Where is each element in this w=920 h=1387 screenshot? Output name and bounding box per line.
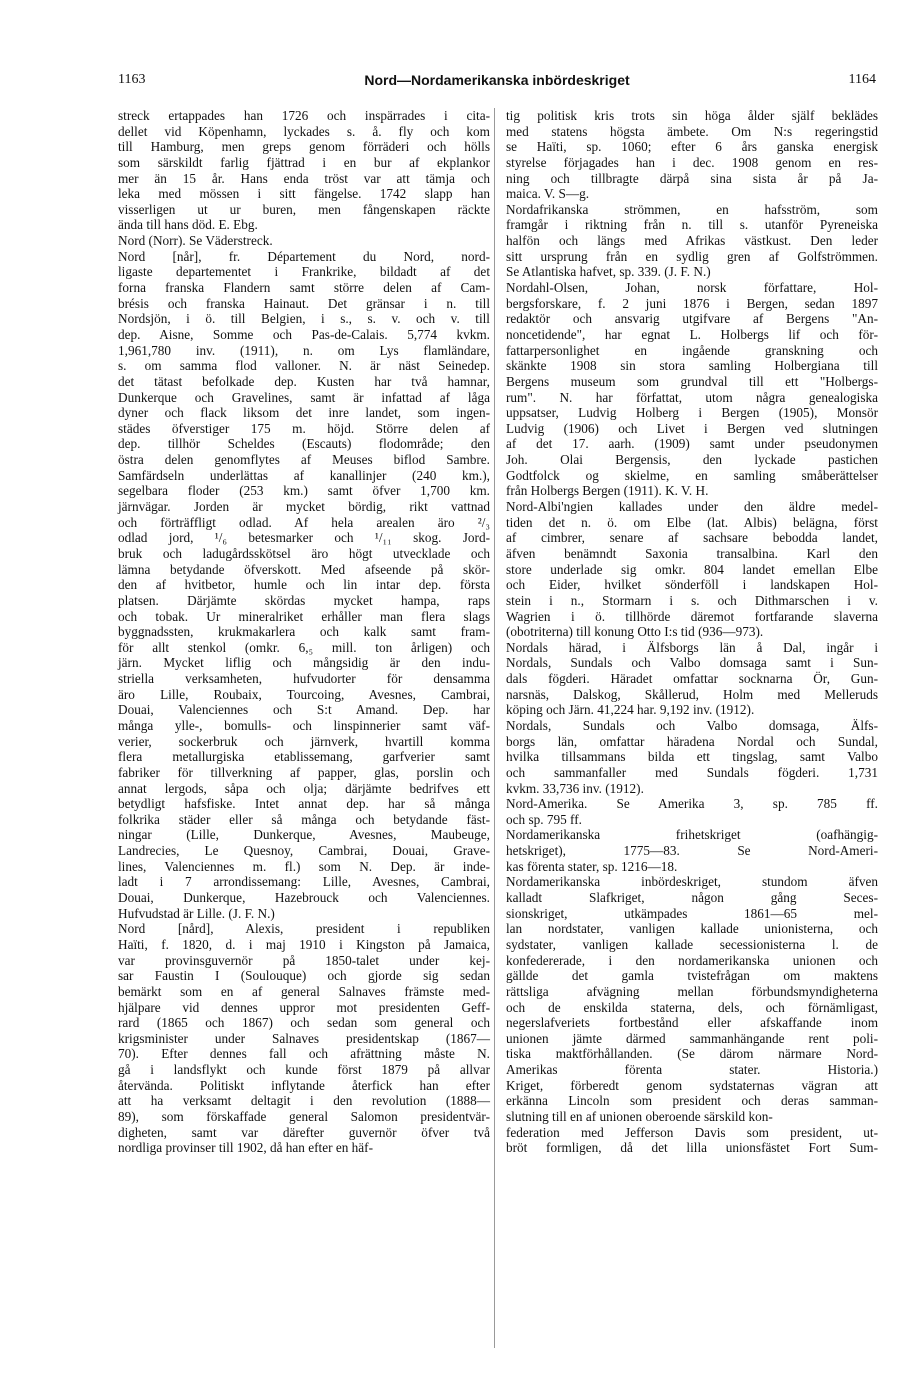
text-line: digheten, samt var därefter guvernör öfver två: [118, 1124, 490, 1140]
text-line: kas förenta stater, sp. 1216—18.: [506, 858, 678, 874]
text-line: Nordals, Sundals och Valbo domsaga samt i Sun-: [506, 655, 878, 671]
text-line: erkänna Lincoln som president och deras samman-: [506, 1093, 878, 1109]
text-line: och förträffligt odlad. Af hela arealen äro ²/₃: [118, 514, 490, 530]
text-line: sionskriget, utkämpades 1861—65 mel-: [506, 905, 878, 921]
text-line: hvilka tillsammans bilda ett tingslag, samt Valbo: [506, 749, 878, 765]
text-line: som särskildt farlig fjättrad i en bur af ekplankor: [118, 154, 490, 170]
text-line: betydligt hafsfiske. Intet annat dep. har så många: [118, 796, 490, 812]
text-line: Samfärdseln underlättas af kanallinjer (240 km.),: [118, 467, 490, 483]
text-line: fabriker för tillverkning af papper, glas, porslin och: [118, 764, 490, 780]
text-line: Nordahl-Olsen, Johan, norsk författare, Hol-: [506, 280, 878, 296]
text-line: många ylle-, bomulls- och linspinnerier samt väf-: [118, 717, 490, 733]
text-line: var provinsguvernör på 1850-talet under kej-: [118, 952, 490, 968]
text-line: till Hamburg, men greps genom förräderi och hölls: [118, 139, 490, 155]
page-header: [118, 72, 876, 94]
text-line: dep. Aisne, Somme och Pas-de-Calais. 5,774 kvkm.: [118, 326, 490, 342]
text-line: negerslafveriets fortbestånd eller afskaffande inom: [506, 1015, 878, 1031]
text-line: ningar (Lille, Dunkerque, Avesnes, Maubeuge,: [118, 827, 490, 843]
page-number-left: 1163: [118, 72, 146, 87]
text-line: kvkm. 33,736 inv. (1912).: [506, 780, 644, 796]
text-line: narsnäs, Dalskog, Skållerud, Holm med Melleruds: [506, 686, 878, 702]
text-line: Nord-Amerika. Se Amerika 3, sp. 785 ff.: [506, 796, 878, 812]
text-line: Douai, Valenciennes och S:t Amand. Dep. har: [118, 702, 490, 718]
text-line: Nord (Norr). Se Väderstreck.: [118, 233, 273, 249]
text-line: ligaste departementet i Frankrike, bildadt af det: [118, 264, 490, 280]
text-line: tig politisk kris trots sin höga ålder själf beklädes: [506, 108, 878, 123]
text-line: Godtfolck og skielme, en samling småberättelser: [506, 467, 878, 483]
text-line: redaktör och ansvarig utgifvare af Bergens "An-: [506, 311, 878, 327]
text-line: östra delen genomflytes af Meuses biflod Sambre.: [118, 452, 490, 468]
text-line: Ludvig (1906) och Livet i Bergen ved slutningen: [506, 420, 878, 436]
text-line: Landrecies, Le Quesnoy, Cambrai, Douai, Grave-: [118, 843, 490, 859]
text-line: Haïti, f. 1820, d. i maj 1910 i Kingston på Jamaica,: [118, 936, 490, 952]
text-line: federation med Jefferson Davis som president, ut-: [506, 1124, 878, 1140]
text-line: med statens högsta ämbete. Om N:s regeringstid: [506, 123, 878, 139]
text-line: (obotriterna) till konung Otto I:s tid (936—973).: [506, 624, 764, 640]
text-line: lämna betydande öfverskott. Med afseende på skör-: [118, 561, 490, 577]
text-line: nordliga provinser till 1902, då han efter en häf-: [118, 1140, 373, 1156]
text-line: unionen jämte därmed sammanhängande rent poli-: [506, 1030, 878, 1046]
text-line: det tätast befolkade dep. Kusten har två hamnar,: [118, 373, 490, 389]
text-line: sydstater, vanligen kallade secessionisterna l. de: [506, 936, 878, 952]
text-line: uppsatser, Ludvig Holberg i Bergen (1905), Monsör: [506, 405, 878, 421]
text-line: Wagrien i ö. tillhörde däremot fortfarande slaverna: [506, 608, 878, 624]
text-line: köping och Järn. 41,224 har. 9,192 inv. (1912).: [506, 702, 755, 718]
text-line: och Eider, hvilket sönderföll i landskapen Hol-: [506, 577, 878, 593]
text-line: hjälpare vid dennes uppror mot presidenten Geff-: [118, 999, 490, 1015]
text-line: noncetidende", har egnat L. Holbergs lif och för-: [506, 326, 878, 342]
text-line: Nord-Albi'ngien kallades under den äldre medel-: [506, 499, 878, 515]
text-line: Nordals, Sundals och Valbo domsaga, Älfs-: [506, 717, 878, 733]
text-line: ladt i 7 arrondissemang: Lille, Avesnes, Cambrai,: [118, 874, 490, 890]
text-line: äfven benämndt Saxonia transalbina. Karl den: [506, 545, 878, 561]
text-line: äro Lille, Roubaix, Tourcoing, Avesnes, Cambrai,: [118, 686, 490, 702]
text-line: och sp. 795 ff.: [506, 811, 582, 827]
text-line: Bergens museum som grundval till ett "Holbergs-: [506, 373, 878, 389]
text-line: gå i landsflykt och kunde först 1879 på allvar: [118, 1062, 490, 1078]
text-line: forna franska Flandern samt större delen af Cam-: [118, 280, 490, 296]
right-column: [506, 108, 878, 1156]
text-line: borgs län, omfattar häradena Nordal och Sundal,: [506, 733, 878, 749]
text-line: krigsminister under Salnaves presidentskap (1867—: [118, 1030, 490, 1046]
text-line: se Haïti, sp. 1060; efter 6 års ganska energisk: [506, 139, 878, 155]
text-line: Nordamerikanska inbördeskriget, stundom äfven: [506, 874, 878, 890]
text-line: striella verksamheten, hufvudorter för densamma: [118, 671, 490, 687]
text-line: halfön och längs med Afrikas västkust. Den leder: [506, 233, 878, 249]
text-line: 70). Efter dennes fall och afrättning måste N.: [118, 1046, 490, 1062]
text-line: flera metallurgiska etablissemang, garfverier samt: [118, 749, 490, 765]
text-line: 1,961,780 inv. (1911), n. om Lys flamländare,: [118, 342, 490, 358]
text-line: järn. Mycket liflig och mångsidig är den indu-: [118, 655, 490, 671]
text-line: odlad jord, ¹/₆ betesmarker och ¹/₁₁ skog. Jord-: [118, 530, 490, 546]
text-line: af det 17. aarh. (1909) samt under pseudonymen: [506, 436, 878, 452]
text-line: Nord [når], fr. Département du Nord, nord-: [118, 248, 490, 264]
text-line: Kriget, förberedt genom sydstaternas vägran att: [506, 1077, 878, 1093]
text-line: stein i n., Stormarn i s. och Dithmarschen i v.: [506, 592, 878, 608]
text-line: rard (1865 och 1867) och sedan som general och: [118, 1015, 490, 1031]
text-line: store underlade sig omkr. 804 landet emellan Elbe: [506, 561, 878, 577]
text-line: att ha verksamt deltagit i den revolution (1888—: [118, 1093, 490, 1109]
text-line: 89), som förskaffade general Salomon presidentvär-: [118, 1109, 490, 1124]
text-line: rum". N. har författat, utom några genealogiska: [506, 389, 878, 405]
text-line: framgår i riktning från n. till s. utanför Pyreneiska: [506, 217, 878, 233]
text-line: streck ertappades han 1726 och inspärrades i cita-: [118, 108, 490, 123]
text-line: annat lergods, såpa och olja; därjämte bedrifves ett: [118, 780, 490, 796]
text-line: järnvägar. Jorden är mycket bördig, rikt vattnad: [118, 499, 490, 515]
text-line: tiska maktförhållanden. (Se därom närmare Nord-: [506, 1046, 878, 1062]
text-line: verier, sockerbruk och järnverk, hvartill komma: [118, 733, 490, 749]
column-divider: [494, 108, 495, 1348]
text-line: Hufvudstad är Lille. (J. F. N.): [118, 905, 275, 921]
text-line: Nordals härad, i Älfsborgs län å Dal, ingår i: [506, 639, 878, 655]
text-line: slutning till en af unionen oberoende särskild kon-: [506, 1109, 773, 1124]
text-line: folkrika städer eller så många och betydande fäst-: [118, 811, 490, 827]
text-line: bruk och ladugårdsskötsel äro högt utvecklade och: [118, 545, 490, 561]
text-line: Nordafrikanska strömmen, en hafsström, som: [506, 201, 878, 217]
text-line: maica. V. S—g.: [506, 186, 590, 202]
text-line: Dunkerque och Gravelines, samt är infattad af låga: [118, 389, 490, 405]
text-line: Nordsjön, i ö. till Belgien, i s., s. v. och v. till: [118, 311, 490, 327]
text-line: Nord [nård], Alexis, president i republiken: [118, 921, 490, 937]
text-line: leka med mössen i sitt fängelse. 1742 slapp han: [118, 186, 490, 202]
text-line: lan nordstater, vanligen kallade unionisterna, och: [506, 921, 878, 937]
text-line: bergsforskare, f. 2 juni 1876 i Bergen, sedan 1897: [506, 295, 878, 311]
text-line: dals fögderi. Häradet omfattar socknarna Ör, Gun-: [506, 671, 878, 687]
text-line: Se Atlantiska hafvet, sp. 339. (J. F. N.): [506, 264, 711, 280]
text-line: för allt stenkol (omkr. 6,₅ mill. ton årligen) och: [118, 639, 490, 655]
text-line: gällde det gamla tvistefrågan om maktens: [506, 968, 878, 984]
text-line: Joh. Olai Bergensis, den lyckade pastichen: [506, 452, 878, 468]
text-line: rättsliga afvägning mellan förbundsmyndigheterna: [506, 983, 878, 999]
text-line: från Holbergs Bergen (1911). K. V. H.: [506, 483, 709, 499]
text-line: och sammanfaller med Sundals fögderi. 1,731: [506, 764, 878, 780]
text-line: och de enskilda staterna, dels, och förnämligast,: [506, 999, 878, 1015]
text-line: städes öfverstiger 175 m. höjd. Större delen af: [118, 420, 490, 436]
text-line: platsen. Därjämte skördas mycket hampa, raps: [118, 592, 490, 608]
text-line: hetskriget), 1775—83. Se Nord-Ameri-: [506, 843, 878, 859]
text-line: den af hvitbetor, humle och lin intar dep. första: [118, 577, 490, 593]
text-line: lines, Valenciennes m. fl.) som N. Dep. är inde-: [118, 858, 490, 874]
text-line: byggnadssten, krukmakarlera och kalk samt fram-: [118, 624, 490, 640]
text-line: segelbara floder (253 km.) samt öfver 1,700 km.: [118, 483, 490, 499]
text-line: skänkte 1908 sin stora samling Holbergiana till: [506, 358, 878, 374]
text-line: dep. tillhör Scheldes (Escauts) flodområde; den: [118, 436, 490, 452]
text-line: kalladt Slafkriget, någon gång Seces-: [506, 890, 878, 906]
text-line: Amerikas förenta stater. Historia.): [506, 1062, 878, 1078]
text-line: bröt formligen, då det lilla unionsfästet Fort Sum-: [506, 1140, 878, 1156]
text-line: sar Faustin I (Soulouque) och gjorde sig sedan: [118, 968, 490, 984]
text-line: visserligen ut ur buren, men fångenskapen räckte: [118, 201, 490, 217]
text-line: Nordamerikanska frihetskriget (oafhängig-: [506, 827, 878, 843]
left-column: [118, 108, 490, 1156]
text-line: af cimbrer, senare af sachsare bebodda landet,: [506, 530, 878, 546]
text-line: styrelse förjagades han i dec. 1908 genom en res-: [506, 154, 878, 170]
text-line: ning och tillbragte därpå sina sista år på Ja-: [506, 170, 878, 186]
page-number-right: 1164: [848, 72, 876, 87]
text-line: s. om samma flod valloner. N. är näst Seinedep.: [118, 358, 490, 374]
text-line: ända till hans död. E. Ebg.: [118, 217, 258, 233]
text-line: sitt ursprung från en sydlig gren af Golfströmmen.: [506, 248, 878, 264]
text-line: tiden det n. ö. om Elbe (lat. Albis) belägna, först: [506, 514, 878, 530]
text-line: bemärkt som en af general Salnaves främste med-: [118, 983, 490, 999]
text-line: brésis och franska Hainaut. Det gränsar i n. till: [118, 295, 490, 311]
text-line: konfedererade, i den nordamerikanska unionen och: [506, 952, 878, 968]
text-line: fattarpersonlighet en ingående granskning och: [506, 342, 878, 358]
text-line: mer än 15 år. Hans enda tröst var att tämja och: [118, 170, 490, 186]
text-line: Douai, Dunkerque, Hazebrouck och Valenciennes.: [118, 890, 490, 906]
text-line: dellet vid Köpenhamn, lyckades s. å. fly och kom: [118, 123, 490, 139]
text-line: dyner och flack liksom det inre landet, som ingen-: [118, 405, 490, 421]
running-head: Nord—Nordamerikanska inbördeskriget: [364, 72, 630, 88]
text-line: och tobak. Ur mineralriket erhåller man flera slags: [118, 608, 490, 624]
text-line: återvända. Politiskt inflytande återfick han efter: [118, 1077, 490, 1093]
